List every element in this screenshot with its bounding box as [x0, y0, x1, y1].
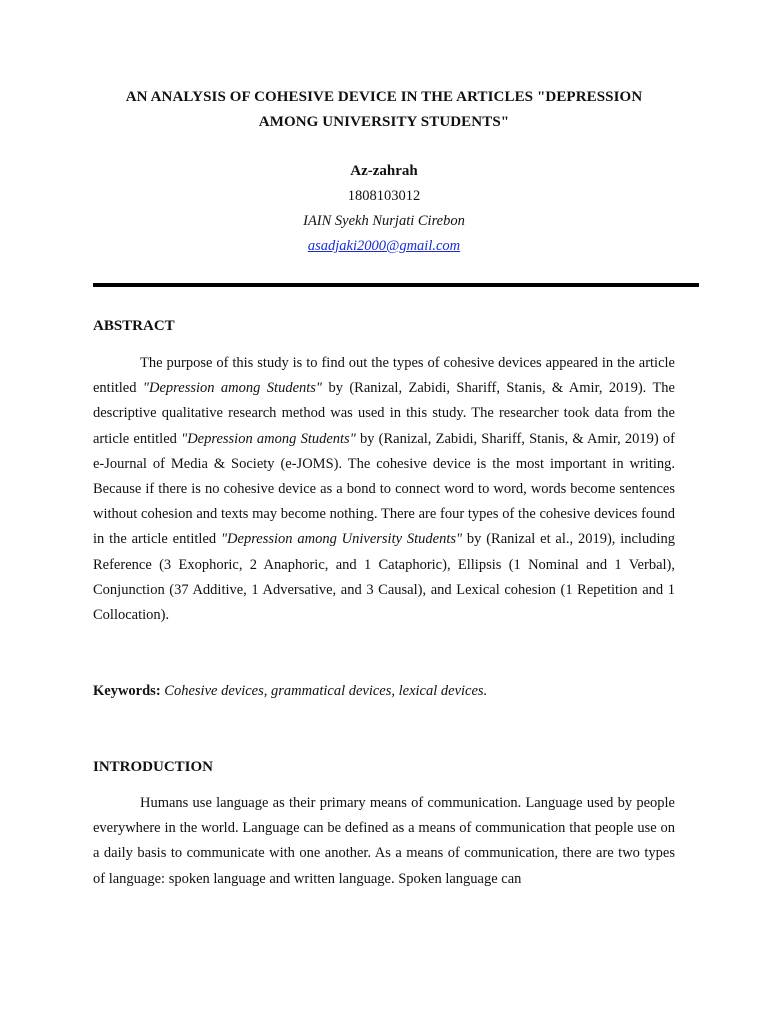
abstract-text-3: by (Ranizal, Zabidi, Shariff, Stanis, & Amir, 2019) of e-Journal of Media & Society (e-JOMS). The cohesive device is the most important in writing. Because if there is no cohesive device as a bond to connect word to word, words become sentences without cohesion and texts may become nothing. There are four types of the cohesive devices found in the article entitled [93, 430, 675, 548]
affiliation: IAIN Syekh Nurjati Cirebon [303, 213, 465, 229]
abstract-article-title-1: "Depression among Students" [142, 380, 323, 397]
email-link[interactable]: asadjaki2000@gmail.com [307, 238, 461, 254]
paper-title [93, 85, 675, 135]
keywords-text: Cohesive devices, grammatical devices, lexical devices. [160, 683, 488, 699]
introduction-heading: INTRODUCTION [93, 759, 214, 775]
student-id: 1808103012 [347, 188, 421, 204]
header-divider [93, 283, 699, 287]
title-line-2: AMONG UNIVERSITY STUDENTS" [258, 114, 510, 130]
introduction-paragraph: Humans use language as their primary means of communication. Language used by people everywhere in the world. Language can be defined as a means of communication that people use on a daily basis to communicate with one another. As a means of communication, there are two types of language: spoken language and written language. Spoken language can [93, 795, 675, 887]
abstract-heading: ABSTRACT [93, 318, 175, 334]
abstract-text-4: by (Ranizal et al., 2019), including Reference (3 Exophoric, 2 Anaphoric, and 1 Cataphoric), Ellipsis (1 Nominal and 1 Verbal), Conjunction (37 Additive, 1 Adversative, and 3 Causal), and Lexical cohesion (1 Repetition and 1 Collocation). [93, 531, 675, 624]
title-line-1: AN ANALYSIS OF COHESIVE DEVICE IN THE ARTICLES "DEPRESSION [125, 89, 643, 105]
abstract-paragraph [93, 351, 675, 628]
email-line [93, 236, 675, 256]
abstract-text-1: The purpose of this study is to find out the types of cohesive devices appeared in the article entitled [93, 355, 675, 397]
keywords-line [93, 681, 487, 701]
abstract-text-2: by (Ranizal, Zabidi, Shariff, Stanis, & Amir, 2019). The descriptive qualitative research method was used in this study. The researcher took data from the article entitled [93, 380, 675, 447]
author-name: Az-zahrah [350, 163, 418, 179]
keywords-label: Keywords: [93, 683, 161, 699]
abstract-article-title-2: "Depression among Students" [181, 430, 356, 447]
abstract-article-title-3: "Depression among University Students" [220, 531, 463, 548]
